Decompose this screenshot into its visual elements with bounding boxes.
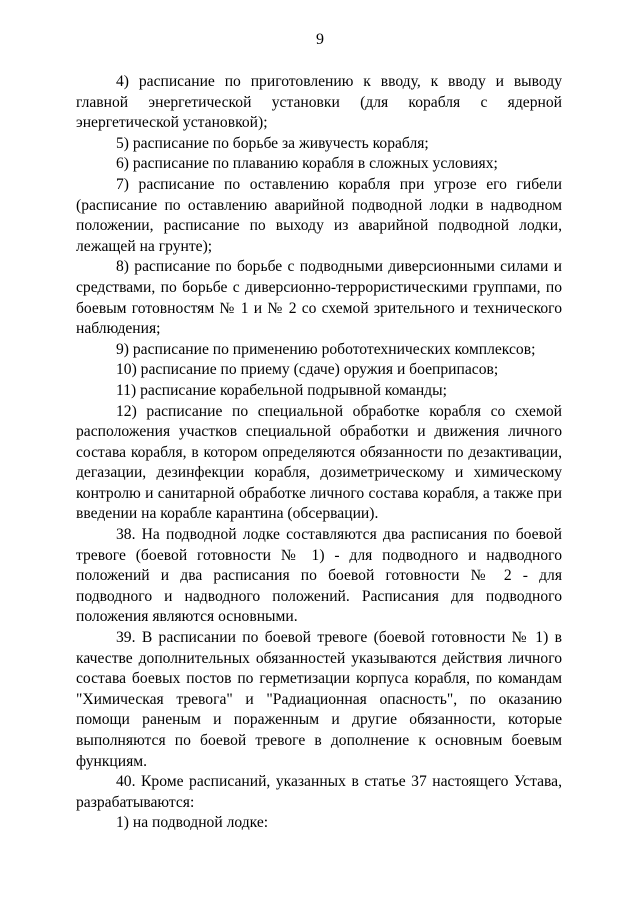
page-number: 9 bbox=[316, 31, 324, 48]
article-40: 40. Кроме расписаний, указанных в статье 37 настоящего Устава, разрабатываются: bbox=[76, 773, 562, 811]
list-item-11: 11) расписание корабельной подрывной команды; bbox=[116, 381, 447, 399]
article-38: 38. На подводной лодке составляются два расписания по боевой тревоге (боевой готовности № 1) - для подводного и надводного положений и два расписания по боевой готовности № 2 - для подводного и надводного положений. Расписания для подводного положения являются основными. bbox=[76, 526, 562, 626]
list-item-12: 12) расписание по специальной обработке корабля со схемой расположения участков специальной обработки и движения личного состава корабля, в котором определяются обязанности по дезактивации, дегазации, дезинфекции корабля, дозиметрическому и химическому контролю и санитарной обработке личного состава корабля, а также при введении на корабле карантина (обсервации). bbox=[76, 402, 562, 523]
list-item-9: 9) расписание по применению робототехнических комплексов; bbox=[116, 340, 536, 358]
article-40-item-1: 1) на подводной лодке: bbox=[116, 814, 269, 832]
list-item-10: 10) расписание по приему (сдаче) оружия и боеприпасов; bbox=[116, 361, 499, 379]
list-item-4: 4) расписание по приготовлению к вводу, к вводу и выводу главной энергетической установки (для корабля с ядерной энергетической установкой); bbox=[76, 73, 562, 132]
list-item-7: 7) расписание по оставлению корабля при угрозе его гибели (расписание по оставлению аварийной подводной лодки в надводном положении, расписание по выходу из аварийной подводной лодки, лежащей на грунте); bbox=[76, 175, 562, 255]
list-item-6: 6) расписание по плаванию корабля в сложных условиях; bbox=[116, 155, 498, 173]
list-item-8: 8) расписание по борьбе с подводными диверсионными силами и средствами, по борьбе с диверсионно-террористическими группами, по боевым готовностям № 1 и № 2 со схемой зрительного и технического наблюдения; bbox=[76, 258, 562, 338]
list-item-5: 5) расписание по борьбе за живучесть корабля; bbox=[116, 134, 429, 152]
article-39: 39. В расписании по боевой тревоге (боевой готовности № 1) в качестве дополнительных обязанностей указываются действия личного состава боевых постов по герметизации корпуса корабля, по командам "Химическая тревога" и "Радиационная опасность", по оказанию помощи раненым и пораженным и другие обязанности, которые выполняются по боевой тревоге в дополнение к основным боевым функциям. bbox=[76, 629, 562, 770]
document-body bbox=[76, 72, 562, 834]
